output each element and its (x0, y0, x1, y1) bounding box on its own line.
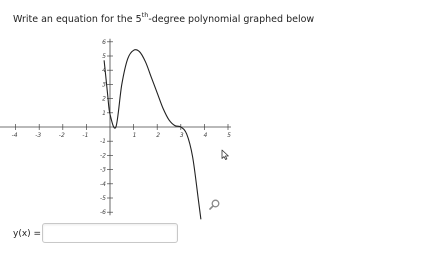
y-tick-label: 2 (102, 95, 106, 103)
answer-input[interactable] (42, 223, 178, 243)
mouse-pointer-icon (221, 149, 230, 160)
y-tick-label: 6 (102, 38, 106, 46)
x-tick-label: -1 (82, 132, 89, 139)
y-tick-label: -1 (100, 138, 106, 146)
y-tick-label: -6 (100, 209, 106, 217)
question-superscript: th (141, 11, 149, 19)
polynomial-curve-0 (104, 50, 201, 220)
question-prefix: Write an equation for the 5 (13, 14, 142, 26)
x-tick-label: 3 (179, 132, 184, 139)
curve-layer (104, 50, 201, 220)
y-tick-label: 3 (102, 81, 106, 89)
answer-label: y(x) = (13, 229, 42, 239)
y-tick-label: -3 (100, 166, 106, 174)
y-tick-label: -4 (100, 180, 106, 188)
question-suffix: -degree polynomial graphed below (148, 14, 315, 26)
x-tick-label: 1 (132, 132, 137, 139)
y-tick-label: 5 (102, 53, 106, 60)
x-tick-label: -2 (58, 132, 65, 139)
x-tick-label: 4 (203, 132, 208, 139)
x-tick-label: -3 (35, 132, 42, 139)
magnifier-icon[interactable] (209, 199, 220, 210)
y-tick-label: 1 (102, 109, 106, 117)
x-tick-label: 2 (156, 132, 161, 139)
y-tick-label: -5 (100, 195, 106, 202)
y-tick-label: -2 (100, 152, 106, 160)
x-tick-label: -4 (11, 132, 18, 139)
x-tick-label: 5 (227, 132, 231, 139)
y-tick-label: 4 (102, 67, 106, 75)
